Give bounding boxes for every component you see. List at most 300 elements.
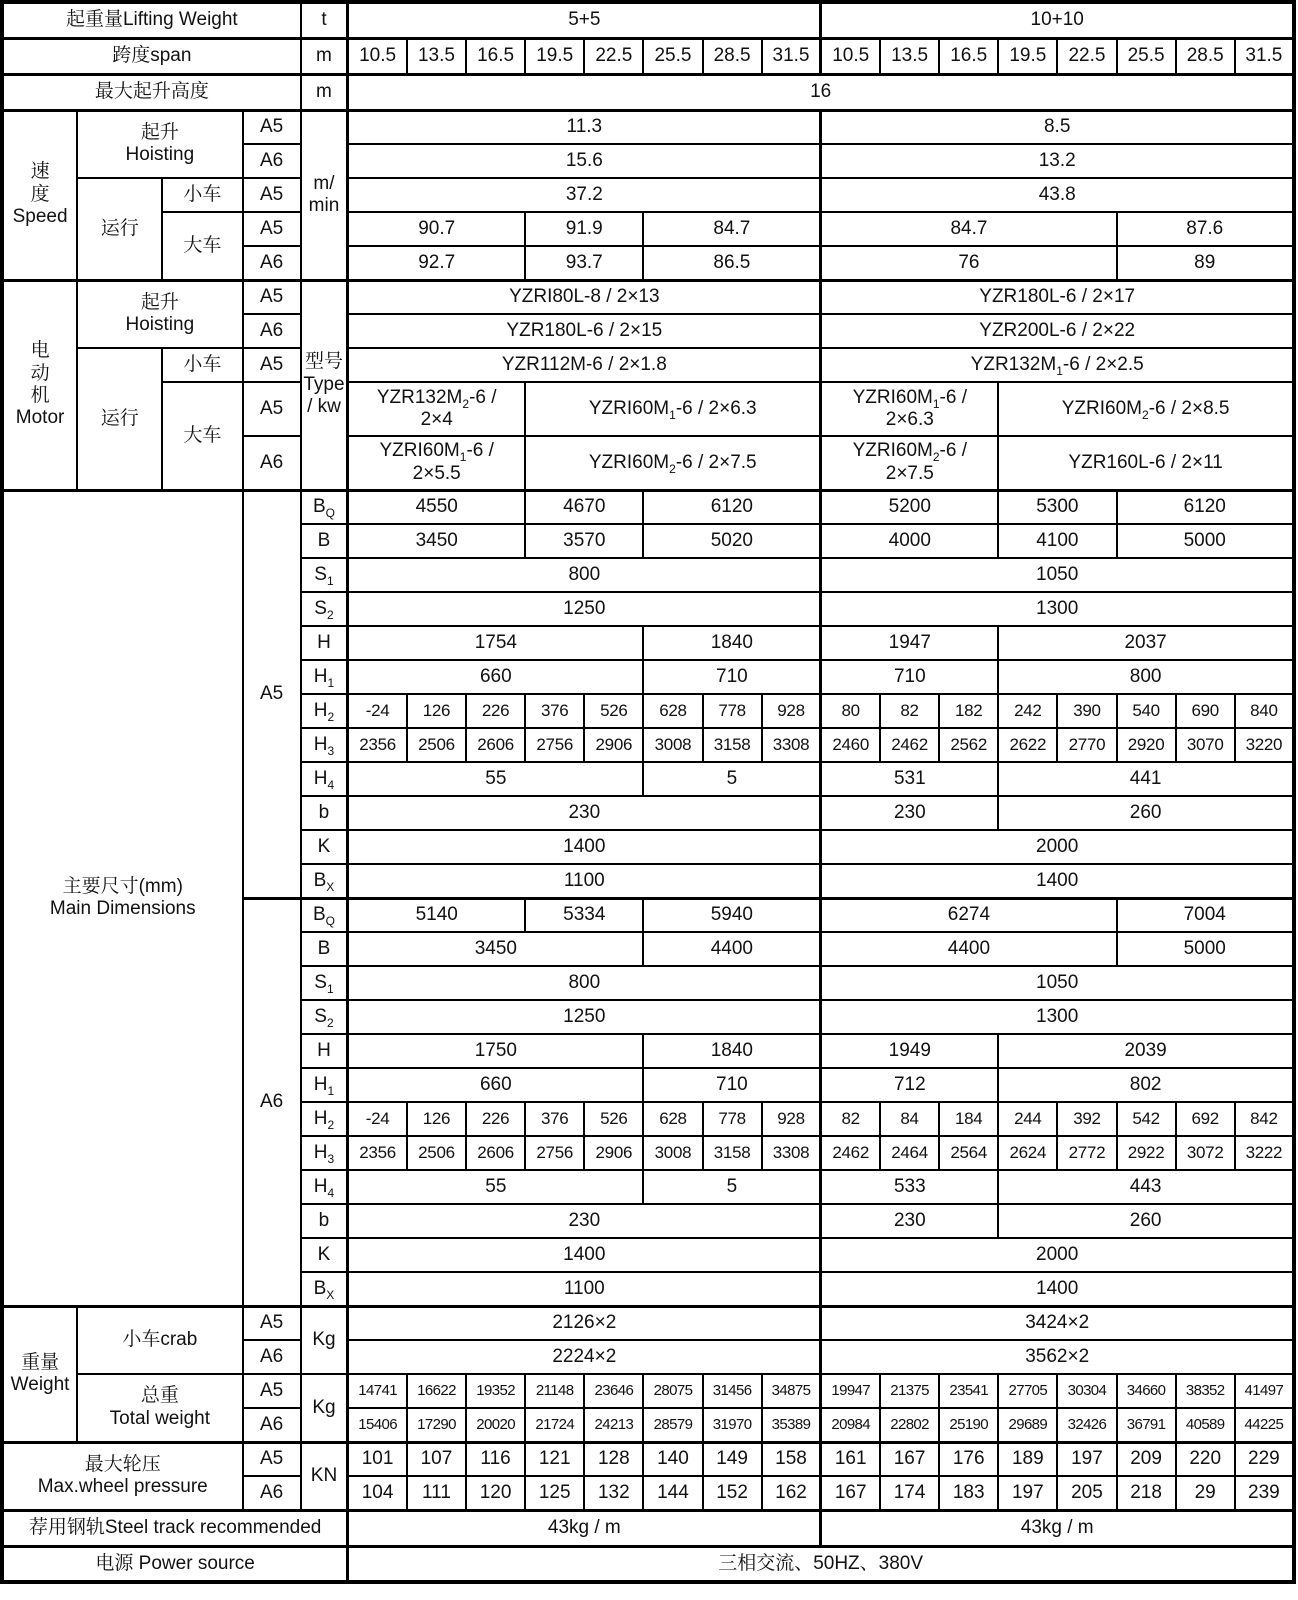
value-cell: 13.5 [407,38,466,74]
value-cell: 376 [525,1102,584,1136]
value-cell: A5 [243,1442,301,1476]
value-cell: $S_2$ [301,592,348,626]
value-cell: 2624 [998,1136,1057,1170]
value-cell: $H_4$ [301,1170,348,1204]
label-cell: 总重 Total weight [77,1374,242,1442]
value-cell: $YZRI60M_1-6$ / 2×6.3 [821,382,998,436]
value-cell: 3450 [348,932,644,966]
value-cell: 205 [1057,1476,1116,1510]
value-cell: $S_2$ [301,1000,348,1034]
value-cell: YZR160L-6 / 2×11 [998,436,1294,490]
value-cell: 2772 [1057,1136,1116,1170]
value-cell: 149 [703,1442,762,1476]
value-cell: 84.7 [821,212,1117,246]
value-cell: 1100 [348,864,821,898]
value-cell: 43kg / m [821,1510,1294,1546]
value-cell: 80 [821,694,880,728]
value-cell: 2906 [584,1136,643,1170]
value-cell: 15.6 [348,144,821,178]
value-cell: H [301,1034,348,1068]
value-cell: 226 [466,1102,525,1136]
value-cell: 152 [703,1476,762,1510]
value-cell: 710 [821,660,998,694]
lifting-weight-label: 起重量Lifting Weight [2,2,301,38]
value-cell: 107 [407,1442,466,1476]
value-cell: K [301,1238,348,1272]
value-cell: 55 [348,762,644,796]
value-cell: 230 [821,1204,998,1238]
value-cell: 38352 [1176,1374,1235,1408]
value-cell: 90.7 [348,212,525,246]
table-row [2,1442,1294,1476]
value-cell: 19947 [821,1374,880,1408]
value-cell: 32426 [1057,1408,1116,1442]
value-cell: A5 [243,1374,301,1408]
value-cell: 1300 [821,1000,1294,1034]
value-cell: 31.5 [1235,38,1294,74]
max-wheel-pressure-label: 最大轮压 Max.wheel pressure [2,1442,243,1510]
value-cell: 628 [643,694,702,728]
value-cell: 441 [998,762,1294,796]
value-cell: 800 [998,660,1294,694]
value-cell: B [301,524,348,558]
value-cell: 1050 [821,558,1294,592]
value-cell: 3562×2 [821,1340,1294,1374]
value-cell: 22802 [880,1408,939,1442]
value-cell: 111 [407,1476,466,1510]
value-cell: 5000 [1117,932,1295,966]
value-cell: $H_3$ [301,1136,348,1170]
value-cell: 101 [348,1442,407,1476]
table-row [2,1510,1294,1546]
value-cell: 35389 [762,1408,821,1442]
duty-a5: A5 [243,490,301,898]
value-cell: 167 [821,1476,880,1510]
value-cell: $YZRI60M_2-6 / 2\times 7.5$ [525,436,821,490]
value-cell: A5 [243,382,301,436]
value-cell: 1947 [821,626,998,660]
value-cell: 16622 [407,1374,466,1408]
value-cell: 28075 [643,1374,702,1408]
table-row [2,212,1294,246]
value-cell: 2506 [407,728,466,762]
value-cell: $YZR132M_2-6$ / 2×4 [348,382,525,436]
value-cell: 3072 [1176,1136,1235,1170]
value-cell: 125 [525,1476,584,1510]
value-cell: 21148 [525,1374,584,1408]
value-cell: 4670 [525,490,643,524]
value-cell: $H_2$ [301,694,348,728]
value-cell: $H_2$ [301,1102,348,1136]
value-cell: 1840 [643,626,820,660]
value-cell: 1050 [821,966,1294,1000]
value-cell: $YZR132M_1-6 / 2\times 2.5$ [821,348,1294,382]
value-cell: 14741 [348,1374,407,1408]
value-cell: 443 [998,1170,1294,1204]
value-cell: 36791 [1117,1408,1176,1442]
table-row [2,280,1294,314]
value-cell: 4400 [821,932,1117,966]
table-row [2,110,1294,144]
unit-kg: Kg [301,1306,348,1374]
value-cell: 21375 [880,1374,939,1408]
value-cell: 928 [762,694,821,728]
unit-kn: KN [301,1442,348,1510]
value-cell: 392 [1057,1102,1116,1136]
value-cell: 40589 [1176,1408,1235,1442]
value-cell: 2756 [525,728,584,762]
value-cell: 16.5 [466,38,525,74]
value-cell: 2606 [466,1136,525,1170]
value-cell: 239 [1235,1476,1294,1510]
value-cell: 1300 [821,592,1294,626]
value-cell: YZRI80L-8 / 2×13 [348,280,821,314]
value-cell: 22.5 [1057,38,1116,74]
value-cell: 23646 [584,1374,643,1408]
value-cell: 526 [584,694,643,728]
table-row [2,1546,1294,1582]
value-cell: 4550 [348,490,525,524]
value-cell: 30304 [1057,1374,1116,1408]
value-cell: A6 [243,246,301,280]
value-cell: 82 [880,694,939,728]
value-cell: 209 [1117,1442,1176,1476]
value-cell: $YZRI60M_2-6 / 2\times 8.5$ [998,382,1294,436]
value-cell: $H_3$ [301,728,348,762]
value-cell: 2920 [1117,728,1176,762]
value-cell: 31970 [703,1408,762,1442]
value-cell: 7004 [1117,898,1295,932]
value-cell: 128 [584,1442,643,1476]
value-cell: 20020 [466,1408,525,1442]
value-cell: A5 [243,110,301,144]
table-row [2,1374,1294,1408]
value-cell: A6 [243,144,301,178]
value-cell: 220 [1176,1442,1235,1476]
value-cell: 218 [1117,1476,1176,1510]
value-cell: 120 [466,1476,525,1510]
value-cell: 1400 [348,830,821,864]
value-cell: 800 [348,966,821,1000]
value-cell: K [301,830,348,864]
value-cell: 8.5 [821,110,1294,144]
value-cell: 27705 [998,1374,1057,1408]
value-cell: 16.5 [939,38,998,74]
label-cell: 运行 [77,178,162,280]
value-cell: 121 [525,1442,584,1476]
value-cell: 842 [1235,1102,1294,1136]
value-cell: 533 [821,1170,998,1204]
value-cell: 928 [762,1102,821,1136]
value-cell: 712 [821,1068,998,1102]
value-cell: 37.2 [348,178,821,212]
value-cell: 24213 [584,1408,643,1442]
value-cell: 5140 [348,898,525,932]
value-cell: 1400 [821,864,1294,898]
value-cell: A5 [243,212,301,246]
label-cell: 运行 [77,348,162,490]
capacity-left: 5+5 [348,2,821,38]
value-cell: 13.5 [880,38,939,74]
value-cell: 2562 [939,728,998,762]
spec-table-body [2,2,1294,1582]
value-cell: 390 [1057,694,1116,728]
table-row [2,1306,1294,1340]
value-cell: 13.2 [821,144,1294,178]
value-cell: H [301,626,348,660]
value-cell: 189 [998,1442,1057,1476]
value-cell: 6120 [1117,490,1295,524]
value-cell: 16 [348,74,1294,110]
value-cell: 19.5 [525,38,584,74]
value-cell: 43.8 [821,178,1294,212]
value-cell: 1250 [348,592,821,626]
value-cell: 87.6 [1117,212,1295,246]
value-cell: 5200 [821,490,998,524]
value-cell: 542 [1117,1102,1176,1136]
value-cell: 802 [998,1068,1294,1102]
table-row [2,490,1294,524]
value-cell: 2770 [1057,728,1116,762]
value-cell: 34875 [762,1374,821,1408]
value-cell: 17290 [407,1408,466,1442]
value-cell: $YZRI60M_1-6 / 2\times 6.3$ [525,382,821,436]
value-cell: 184 [939,1102,998,1136]
max-lifting-height-label: 最大起升高度 [2,74,301,110]
table-row [2,38,1294,74]
value-cell: 55 [348,1170,644,1204]
value-cell: -24 [348,1102,407,1136]
value-cell: 182 [939,694,998,728]
table-row [2,348,1294,382]
value-cell: 2356 [348,1136,407,1170]
value-cell: 34660 [1117,1374,1176,1408]
value-cell: 140 [643,1442,702,1476]
value-cell: 230 [348,1204,821,1238]
power-source-value: 三相交流、50HZ、380V [348,1546,1294,1582]
value-cell: 3008 [643,728,702,762]
value-cell: 167 [880,1442,939,1476]
value-cell: $S_1$ [301,966,348,1000]
value-cell: 31.5 [762,38,821,74]
value-cell: 2356 [348,728,407,762]
capacity-right: 10+10 [821,2,1294,38]
value-cell: 23541 [939,1374,998,1408]
value-cell: 3308 [762,728,821,762]
value-cell: 20984 [821,1408,880,1442]
value-cell: 1750 [348,1034,644,1068]
value-cell: 660 [348,660,644,694]
value-cell: $YZRI60M_1-6$ / 2×5.5 [348,436,525,490]
value-cell: 28.5 [703,38,762,74]
value-cell: 126 [407,1102,466,1136]
value-cell: 84.7 [643,212,820,246]
value-cell: 82 [821,1102,880,1136]
value-cell: 2037 [998,626,1294,660]
value-cell: 126 [407,694,466,728]
value-cell: 197 [1057,1442,1116,1476]
value-cell: 1754 [348,626,644,660]
value-cell: 4000 [821,524,998,558]
value-cell: $H_4$ [301,762,348,796]
label-cell: 小车 [162,348,242,382]
value-cell: 29 [1176,1476,1235,1510]
value-cell: A5 [243,348,301,382]
value-cell: 5300 [998,490,1116,524]
value-cell: 2460 [821,728,880,762]
value-cell: 692 [1176,1102,1235,1136]
value-cell: 3308 [762,1136,821,1170]
value-cell: 44225 [1235,1408,1294,1442]
duty-a6: A6 [243,898,301,1306]
value-cell: 21724 [525,1408,584,1442]
value-cell: 3220 [1235,728,1294,762]
label-cell: 小车crab [77,1306,242,1374]
table-row [2,74,1294,110]
value-cell: A6 [243,1476,301,1510]
value-cell: 2000 [821,1238,1294,1272]
value-cell: 19.5 [998,38,1057,74]
value-cell: 3158 [703,728,762,762]
value-cell: YZR112M-6 / 2×1.8 [348,348,821,382]
value-cell: 778 [703,1102,762,1136]
value-cell: A5 [243,1306,301,1340]
span-label: 跨度span [2,38,301,74]
value-cell: 11.3 [348,110,821,144]
value-cell: 158 [762,1442,821,1476]
value-cell: B [301,932,348,966]
value-cell: 22.5 [584,38,643,74]
unit-m: m [301,38,348,74]
value-cell: 800 [348,558,821,592]
value-cell: A5 [243,178,301,212]
value-cell: 3222 [1235,1136,1294,1170]
value-cell: A6 [243,436,301,490]
value-cell: A6 [243,1340,301,1374]
value-cell: 197 [998,1476,1057,1510]
value-cell: 28579 [643,1408,702,1442]
value-cell: 226 [466,694,525,728]
value-cell: 76 [821,246,1117,280]
value-cell: 2506 [407,1136,466,1170]
value-cell: 15406 [348,1408,407,1442]
value-cell: 41497 [1235,1374,1294,1408]
value-cell: 3008 [643,1136,702,1170]
value-cell: 5940 [643,898,820,932]
value-cell: 2462 [880,728,939,762]
value-cell: 628 [643,1102,702,1136]
value-cell: 5020 [643,524,820,558]
value-cell: A6 [243,1408,301,1442]
value-cell: -24 [348,694,407,728]
table-row [2,2,1294,38]
value-cell: 176 [939,1442,998,1476]
value-cell: $S_1$ [301,558,348,592]
value-cell: 840 [1235,694,1294,728]
value-cell: 540 [1117,694,1176,728]
value-cell: 710 [643,660,820,694]
value-cell: 5 [643,1170,820,1204]
main-dimensions-label: 主要尺寸(mm) Main Dimensions [2,490,243,1306]
value-cell: 5000 [1117,524,1295,558]
label-cell: 起升 Hoisting [77,110,242,178]
value-cell: $B_Q$ [301,490,348,524]
value-cell: 132 [584,1476,643,1510]
value-cell: 91.9 [525,212,643,246]
value-cell: 526 [584,1102,643,1136]
value-cell: 144 [643,1476,702,1510]
value-cell: 89 [1117,246,1295,280]
value-cell: 2606 [466,728,525,762]
unit-m: m [301,74,348,110]
value-cell: $H_1$ [301,1068,348,1102]
value-cell: YZR180L-6 / 2×15 [348,314,821,348]
table-row [2,178,1294,212]
value-cell: 6120 [643,490,820,524]
value-cell: 104 [348,1476,407,1510]
value-cell: 1100 [348,1272,821,1306]
value-cell: 710 [643,1068,820,1102]
value-cell: 3158 [703,1136,762,1170]
weight-group-label: 重量 Weight [2,1306,77,1442]
value-cell: 5 [643,762,820,796]
value-cell: 174 [880,1476,939,1510]
value-cell: 116 [466,1442,525,1476]
value-cell: $H_1$ [301,660,348,694]
value-cell: b [301,796,348,830]
value-cell: 162 [762,1476,821,1510]
value-cell: 2039 [998,1034,1294,1068]
value-cell: A6 [243,314,301,348]
value-cell: 1840 [643,1034,820,1068]
label-cell: 小车 [162,178,242,212]
value-cell: 660 [348,1068,644,1102]
value-cell: 260 [998,796,1294,830]
value-cell: 2224×2 [348,1340,821,1374]
value-cell: $YZRI60M_2-6$ / 2×7.5 [821,436,998,490]
value-cell: 92.7 [348,246,525,280]
value-cell: 10.5 [821,38,880,74]
value-cell: A5 [243,280,301,314]
table-row [2,382,1294,436]
unit-type-kw: 型号 Type / kw [301,280,348,490]
value-cell: 4400 [643,932,820,966]
value-cell: 3570 [525,524,643,558]
value-cell: 84 [880,1102,939,1136]
value-cell: 229 [1235,1442,1294,1476]
value-cell: 1949 [821,1034,998,1068]
value-cell: 1400 [348,1238,821,1272]
value-cell: 242 [998,694,1057,728]
value-cell: $B_X$ [301,1272,348,1306]
value-cell: 230 [821,796,998,830]
value-cell: 3424×2 [821,1306,1294,1340]
value-cell: 2000 [821,830,1294,864]
value-cell: 29689 [998,1408,1057,1442]
unit-kg: Kg [301,1374,348,1442]
value-cell: 690 [1176,694,1235,728]
value-cell: 43kg / m [348,1510,821,1546]
value-cell: 2906 [584,728,643,762]
value-cell: 2622 [998,728,1057,762]
value-cell: 161 [821,1442,880,1476]
value-cell: 3450 [348,524,525,558]
value-cell: 2462 [821,1136,880,1170]
label-cell: 大车 [162,212,242,280]
value-cell: 2922 [1117,1136,1176,1170]
value-cell: 93.7 [525,246,643,280]
value-cell: 183 [939,1476,998,1510]
